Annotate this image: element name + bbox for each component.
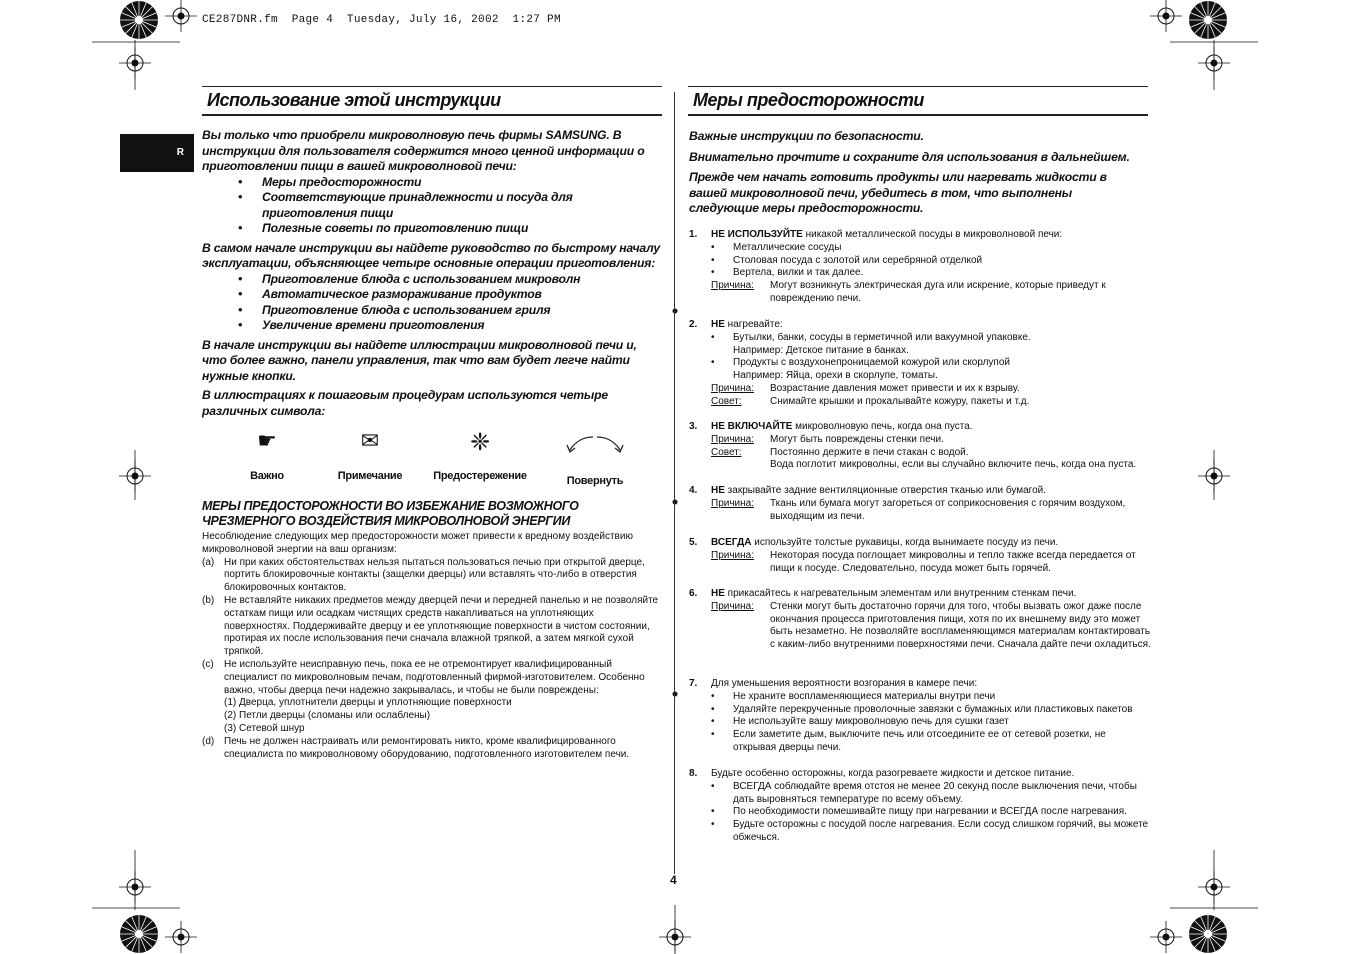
intro-paragraph: Вы только что приобрели микроволновую печь фирмы SAMSUNG. В инструкции для пользователя содержится много ценной информации о приготовлении пищи в вашей микроволновой печи: <box>202 128 645 173</box>
language-tab: R <box>120 134 194 172</box>
list-item: • Приготовление блюда с использованием гриля <box>202 303 664 319</box>
section-number: 5. <box>689 537 698 548</box>
quick-start-paragraph: В самом начале инструкции вы найдете руководство по быстрому началу эксплуатации, объясняющее четыре основные операции приготовления: <box>202 240 660 270</box>
page-number: 4 <box>670 873 677 887</box>
symbols-paragraph: В иллюстрациях к пошаговым процедурам используются четыре различных символа: <box>202 388 608 418</box>
operations-list <box>202 272 664 334</box>
list-item: • Столовая посуда с золотой или серебряной отделкой <box>711 255 1151 268</box>
list-item: • Продукты с воздухонепроницаемой кожурой или скорлупой <box>711 357 1151 370</box>
exposure-precautions <box>202 531 662 761</box>
list-item: • Если заметите дым, выключите печь или отсоедините ее от сетевой розетки, не открывая дверцы печи. <box>711 729 1151 755</box>
list-item: • По необходимости помешивайте пищу при нагревании и ВСЕГДА после нагревания. <box>711 806 1151 819</box>
left-intro-block <box>202 128 664 419</box>
section-number: 4. <box>689 485 698 496</box>
precaution-section-3: НЕ ВКЛЮЧАЙТЕ микроволновую печь, когда она пуста. Причина: Могут быть повреждены стенки печи. Совет: Постоянно держите в печи стакан с водой. Вода поглотит микроволны, если вы случайно включите печь, когда она пуста. <box>711 421 1137 471</box>
precaution-section-1: НЕ ИСПОЛЬЗУЙТЕ никакой металлической посуды в микроволновой печи: • Металлические сосуды • Столовая посуда с золотой или серебряной отделкой • Вертела, вилки и так далее. Причина: Могут возникнуть электрическая дуга или искрение, которые приведут к повреждению печи. <box>711 229 1151 306</box>
right-title: Меры предосторожности <box>693 90 924 110</box>
precaution-section-2: НЕ нагревайте: • Бутылки, банки, сосуды в герметичной или вакуумной упаковке. Например: Детское питание в банках. • Продукты с воздухонепроницаемой кожурой или скорлупой Например: Яйца, орехи в скорлупе, томаты. Причина: Возрастание давления может привести и их к взрыву. Совет: Снимайте крышки и прокалывайте кожуру, пакеты и т.д. <box>711 319 1151 409</box>
list-item: • Не используйте вашу микроволновую печь для сушки газет <box>711 716 1151 729</box>
exposure-heading: МЕРЫ ПРЕДОСТОРОЖНОСТИ ВО ИЗБЕЖАНИЕ ВОЗМОЖНОГО ЧРЕЗМЕРНОГО ВОЗДЕЙСТВИЯ МИКРОВОЛНОВОЙ ЭНЕРГИИ <box>202 499 579 528</box>
list-item: • Полезные советы по приготовлению пищи <box>202 221 664 237</box>
precaution-section-4: НЕ закрывайте задние вентиляционные отверстия тканью или бумагой. Причина: Ткань или бумага могут загореться от соприкосновения с горячим воздухом, выходящим из печи. <box>711 485 1126 522</box>
precaution-subitem: (2) Петли дверцы (сломаны или ослаблены) <box>224 710 431 722</box>
envelope-icon: ✉ <box>360 428 380 453</box>
precaution-section-7: Для уменьшения вероятности возгорания в камере печи: • Не храните воспламеняющиеся материалы внутри печи • Удаляйте перекрученные проволочные завязки с бумажных или пластиковых пакетов • Не используйте вашу микроволновую печь для сушки газет • Если заметите дым, выключите печь или отсоедините ее от сетевой розетки, не открывая дверцы печи. <box>711 678 1151 755</box>
symbol-caution: ❈ Предостережение <box>428 428 532 482</box>
list-item: • Будьте осторожны с посудой после нагревания. Если сосуд слишком горячий, вы можете обжечься. <box>711 819 1151 845</box>
precaution-section-8: Будьте особенно осторожны, когда разогреваете жидкости и детское питание. • ВСЕГДА соблюдайте время отстоя не менее 20 секунд после выключения печи, чтобы дать выровняться температуре по всему объему. • По необходимости помешивайте пищу при нагревании и ВСЕГДА после нагревания. • Будьте осторожны с посудой после нагревания. Если сосуд слишком горячий, вы можете обжечься. <box>711 768 1151 845</box>
file-header: CE287DNR.fm Page 4 Tuesday, July 16, 2002 1:27 PM <box>202 14 561 26</box>
pointing-hand-icon: ☛ <box>257 428 277 453</box>
left-title: Использование этой инструкции <box>207 90 501 110</box>
section-number: 2. <box>689 319 698 330</box>
center-divider <box>674 92 675 874</box>
precaution-section-5: ВСЕГДА используйте толстые рукавицы, когда вынимаете посуду из печи. Причина: Некоторая посуда поглощает микроволны и тепло также всегда передается от пищи к посуде. Следовательно, посуда может быть горячей. <box>711 537 1136 574</box>
precaution-item: (b) Не вставляйте никаких предметов между дверцей печи и передней панелью и не позволяйте остаткам пищи или осадкам чистящих средств накапливаться на уплотняющих поверхностях. Поддерживайте дверцу и ее уплотняющие поверхности в чистом состоянии, протирая их после использования печи сначала влажной тряпкой, а затем мягкой сухой тряпкой. <box>202 594 659 658</box>
symbol-important: ☛ Важно <box>235 428 299 482</box>
list-item: • Удаляйте перекрученные проволочные завязки с бумажных или пластиковых пакетов <box>711 704 1151 717</box>
precaution-subitem: (3) Сетевой шнур <box>224 722 305 734</box>
precaution-item: (a) Ни при каких обстоятельствах нельзя пытаться пользоваться печью при открытой дверце, портить блокировочные контакты (защелки дверцы) или вставлять что-либо в отверстия блокировочных контактов. <box>202 556 645 594</box>
section-number: 7. <box>689 678 698 689</box>
list-item: • Приготовление блюда с использованием микроволн <box>202 272 664 288</box>
list-item: • Бутылки, банки, сосуды в герметичной или вакуумной упаковке. <box>711 332 1151 345</box>
list-item: • Вертела, вилки и так далее. <box>711 267 1151 280</box>
section-number: 3. <box>689 421 698 432</box>
list-item: • Не храните воспламеняющиеся материалы внутри печи <box>711 691 1151 704</box>
section-number: 6. <box>689 588 698 599</box>
left-title-rule <box>202 114 662 116</box>
precaution-subitem: (1) Дверца, уплотнители дверцы и уплотняющие поверхности <box>224 697 512 709</box>
precaution-item: (d) Печь не должен настраивать или ремонтировать никто, кроме квалифицированного специалиста по микроволновому оборудованию, подготовленного изготовителем печи. <box>202 735 630 760</box>
symbol-turn: Повернуть <box>560 428 630 487</box>
asterisk-caution-icon: ❈ <box>469 429 491 456</box>
list-item: • Увеличение времени приготовления <box>202 318 664 334</box>
exposure-intro: Несоблюдение следующих мер предосторожности может привести к вредному воздействию микроволновой энергии на ваш организм: <box>202 531 633 555</box>
registration-star-top-left <box>120 1 158 39</box>
precaution-item: (c) Не используйте неисправную печь, пока ее не отремонтирует квалифицированный специалист по микроволновым печам, подготовленный фирмой-изготовителем. Особенно важно, чтобы дверца печи надежно закрывалась, и чтобы не были повреждены: <box>202 658 645 696</box>
section-number: 1. <box>689 229 698 240</box>
section-number: 8. <box>689 768 698 779</box>
registration-star-bottom-right <box>1189 915 1227 953</box>
right-title-rule <box>688 114 1148 116</box>
precaution-section-6: НЕ прикасайтесь к нагревательным элементам или внутренним стенкам печи. Причина: Стенки могут быть достаточно горячи для того, чтобы вызвать ожог даже после окончания процесса приготовления пищи, хотя по их внешнему виду это может быть незаметно. Не позволяйте воспламеняющимся материалам контактировать с каким-либо внутренними поверхностями печи. Сначала дайте печи охладиться. <box>711 588 1151 651</box>
left-top-rule <box>202 86 662 87</box>
turn-arrows-icon <box>563 428 627 460</box>
safety-intro: Важные инструкции по безопасности. Внимательно прочтите и сохраните для использования в дальнейшем. Прежде чем начать готовить продукты или нагревать жидкости в вашей микроволновой печи, убедитесь в том, что выполнены следующие меры предосторожности. <box>689 129 1130 215</box>
list-item: • Металлические сосуды <box>711 242 1151 255</box>
list-item: • ВСЕГДА соблюдайте время отстоя не менее 20 секунд после выключения печи, чтобы дать выровняться температуре по всему объему. <box>711 781 1151 807</box>
list-item: • Соответствующие принадлежности и посуда для приготовления пищи <box>202 190 664 221</box>
list-item: • Автоматическое размораживание продуктов <box>202 287 664 303</box>
illustrations-paragraph: В начале инструкции вы найдете иллюстрации микроволновой печи и, что более важно, панели управления, так что вам будет легче найти нужные кнопки. <box>202 337 637 383</box>
registration-star-top-right <box>1189 1 1227 39</box>
guide-contents-list <box>202 175 664 237</box>
symbol-note: ✉ Примечание <box>330 428 410 482</box>
list-item: • Меры предосторожности <box>202 175 664 191</box>
right-top-rule <box>688 86 1148 87</box>
registration-star-bottom-left <box>120 915 158 953</box>
